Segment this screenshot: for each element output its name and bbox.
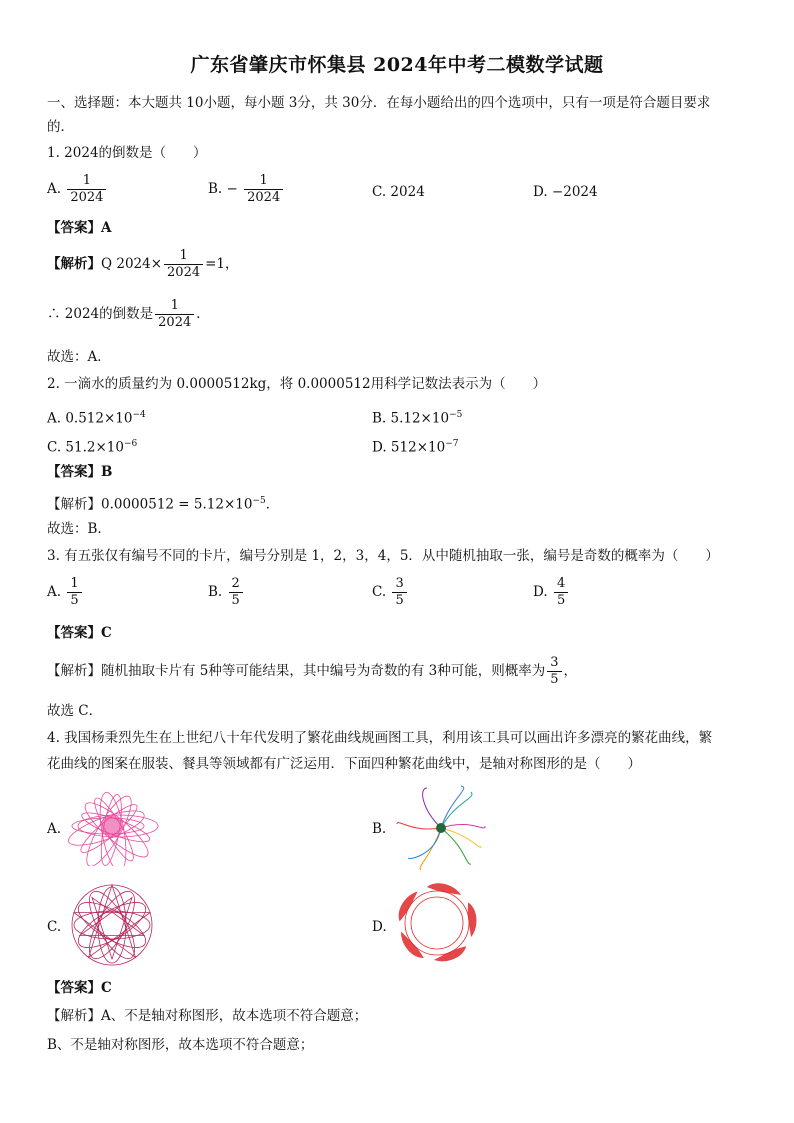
q4-b-label: B.: [372, 821, 387, 837]
q3-exp-fraction: [547, 655, 561, 688]
q1-line2-fraction: [155, 298, 194, 331]
q1-b-num: 1: [259, 173, 268, 188]
q2-option-b: [372, 405, 462, 429]
q1-option-c: C. 2024: [372, 184, 425, 200]
q4-answer: 【答案】C: [47, 980, 112, 996]
q1-exp-num: 1: [179, 248, 188, 263]
q2-option-a: [47, 405, 146, 429]
q3-exp-den: 5: [547, 671, 561, 688]
q2-answer: 【答案】B: [47, 464, 113, 480]
q3-b-label: B.: [208, 584, 223, 600]
q2-choose: 故选：B．: [47, 521, 111, 537]
q3-c-label: C.: [372, 584, 387, 600]
q4-a-label: A.: [47, 821, 62, 837]
q1-explanation-line2: [47, 298, 210, 331]
q3-option-b: [208, 576, 245, 609]
q4-stem-line1: 4. 我国杨秉烈先生在上世纪八十年代发明了繁花曲线规画图工具，利用该工具可以画出许多漂亮的繁花曲线，繁: [47, 730, 713, 746]
q1-explanation: [47, 248, 239, 281]
q1-stem: 1. 2024的倒数是（ ）: [47, 145, 207, 161]
q1-exp-label: 【解析】: [47, 256, 101, 272]
q2-stem: [47, 374, 546, 394]
q1-b-label: B.: [208, 181, 223, 197]
q1-a-num: 1: [82, 173, 92, 188]
q1-exp-pre: Q 2024×: [101, 256, 163, 272]
q1-line2-den: 2024: [155, 314, 194, 331]
q3-option-c: [372, 576, 409, 609]
q1-exp-fraction: [164, 248, 203, 281]
q3-exp-pre: 【解析】随机抽取卡片有 5种等可能结果，其中编号为奇数的有 3种可能，则概率为: [47, 663, 546, 679]
q2-option-d: [372, 434, 458, 458]
q2-c-text: C. 51.2×10: [47, 439, 124, 456]
q2-d-exp: −7: [445, 439, 459, 449]
q2-exp-text: 【解析】0.0000512 = 5.12×10: [47, 496, 253, 513]
q3-choose: 故选 C．: [47, 703, 103, 719]
spirograph-d-image: [394, 880, 480, 966]
q2-stem-post: ，将 0.0000512用科学记数法表示为（ ）: [266, 376, 547, 392]
q3-b-num: 2: [231, 576, 240, 591]
q1-line2-post: ．: [196, 306, 210, 322]
q3-d-label: D.: [533, 584, 548, 600]
q4-d-label: D.: [372, 919, 387, 935]
q3-c-den: 5: [392, 592, 406, 609]
q1-option-b: [208, 173, 285, 206]
section-heading-line2: 的．: [47, 119, 74, 135]
q1-exp-den: 2024: [164, 264, 203, 281]
q3-exp-num: 3: [550, 655, 559, 670]
q2-d-text: D. 512×10: [372, 439, 446, 456]
q3-option-a: [47, 576, 84, 609]
q3-explanation: [47, 655, 577, 688]
q3-a-label: A.: [47, 584, 62, 600]
q4-explanation-line1: 【解析】A、不是轴对称图形，故本选项不符合题意；: [47, 1008, 368, 1024]
q3-a-num: 1: [70, 576, 79, 591]
q2-stem-value: 0.0000512kg: [176, 376, 267, 392]
q2-b-exp: −5: [449, 410, 463, 420]
q1-option-d: D. −2024: [533, 184, 598, 200]
q2-a-text: A. 0.512×10: [47, 410, 133, 427]
q3-a-fraction: [67, 576, 81, 609]
q1-b-fraction: [244, 173, 283, 206]
spirograph-c-image: [66, 882, 158, 968]
q1-a-fraction: [67, 173, 106, 206]
spirograph-a-image: [64, 786, 160, 866]
q3-answer: 【答案】C: [47, 625, 112, 641]
q2-option-c: [47, 434, 137, 458]
q3-d-num: 4: [556, 576, 566, 591]
q1-b-den: 2024: [244, 189, 283, 206]
spirograph-b-image: [392, 784, 490, 870]
q2-explanation: [47, 491, 279, 515]
q4-stem-line2: 花曲线的图案在服装、餐具等领域都有广泛运用．下面四种繁花曲线中，是轴对称图形的是（ ）: [47, 756, 641, 772]
q4-explanation-line2: B、不是轴对称图形，故本选项不符合题意；: [47, 1037, 314, 1053]
q3-b-fraction: [229, 576, 243, 609]
q4-c-label: C.: [47, 919, 62, 935]
q1-b-sign: −: [226, 181, 238, 197]
page-title: 广东省肇庆市怀集县 2024年中考二模数学试题: [190, 54, 604, 76]
q3-d-fraction: [554, 576, 568, 609]
q1-line2-num: 1: [170, 298, 179, 313]
section-heading-line1: 一、选择题：本大题共 10小题，每小题 3分，共 30分．在每小题给出的四个选项中，只有一项是符合题目要求: [47, 95, 711, 111]
q1-exp-post: =1，: [205, 256, 239, 272]
q1-answer: 【答案】A: [47, 220, 112, 236]
q3-c-fraction: [392, 576, 406, 609]
q2-a-exp: −4: [132, 410, 146, 420]
q3-exp-post: ，: [563, 663, 578, 679]
q2-exp-exp: −5: [252, 496, 266, 506]
q3-b-den: 5: [229, 592, 243, 609]
q2-stem-pre: 2. 一滴水的质量约为: [47, 376, 173, 392]
q1-line2-pre: ∴ 2024的倒数是: [47, 306, 154, 322]
q3-d-den: 5: [554, 592, 568, 609]
q3-option-d: [533, 576, 570, 609]
q2-exp-end: ．: [265, 496, 280, 513]
q1-a-den: 2024: [67, 189, 106, 206]
q3-c-num: 3: [395, 576, 404, 591]
q1-choose: 故选：A．: [47, 349, 111, 365]
q3-a-den: 5: [67, 592, 81, 609]
q2-b-text: B. 5.12×10: [372, 410, 450, 427]
q3-stem: 3. 有五张仅有编号不同的卡片，编号分别是 1，2，3，4，5．从中随机抽取一张，编号是奇数的概率为（ ）: [47, 548, 719, 564]
q1-option-a: [47, 173, 108, 206]
q2-c-exp: −6: [123, 439, 138, 449]
q1-a-label: A.: [47, 181, 62, 197]
